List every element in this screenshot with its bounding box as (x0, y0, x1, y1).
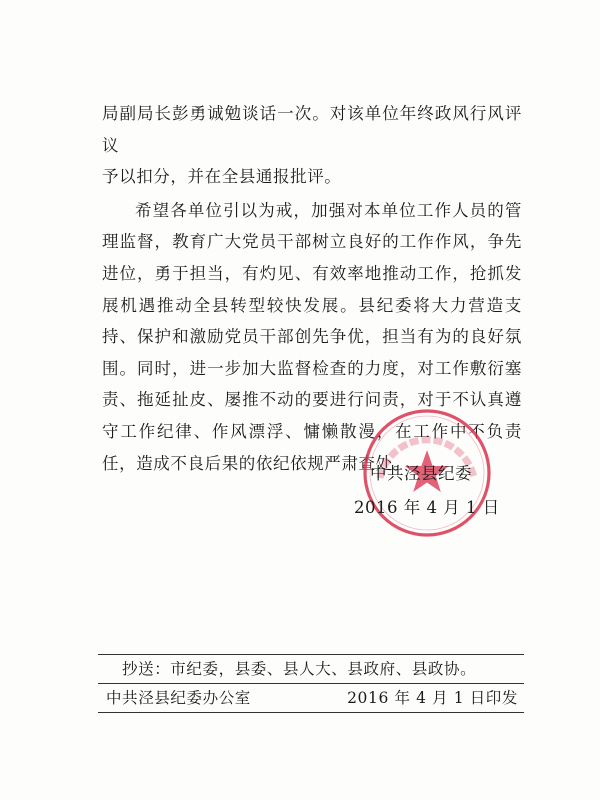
divider (98, 712, 524, 713)
signature-org: 中共泾县纪委 (370, 464, 472, 483)
paragraph-line: 局副局长彭勇诚勉谈话一次。对该单位年终政风行风评议 (102, 104, 522, 155)
paragraph: 希望各单位引以为戒，加强对本单位工作人员的管理监督，教育广大党员干部树立良好的工作作风，争先进位，勇于担当，有灼见、有效率地推动工作，抢抓发展机遇推动全县转型较快发展。县纪委将大力营造支持、保护和激励党员干部创先争优，担当有为的良好氛围。同时，进一步加大监督检查的力度，对工作敷衍塞责、拖延扯皮、屡推不动的要进行问责，对于不认真遵守工作纪律、作风漂浮、慵懒散漫，在工作中不负责任，造成不良后果的依纪依规严肃查处。 (102, 200, 522, 473)
divider (98, 654, 524, 655)
issuer-org: 中共泾县纪委办公室 (106, 689, 251, 707)
signature-block (350, 458, 510, 524)
cc-line: 抄送：市纪委，县委、县人大、县政府、县政协。 (122, 660, 477, 678)
signature-date: 2016 年 4 月 1 日 (354, 498, 500, 517)
paragraph-line: 予以扣分，并在全县通报批评。 (102, 167, 342, 187)
issue-date: 2016 年 4 月 1 日印发 (347, 689, 518, 707)
divider (98, 683, 524, 684)
